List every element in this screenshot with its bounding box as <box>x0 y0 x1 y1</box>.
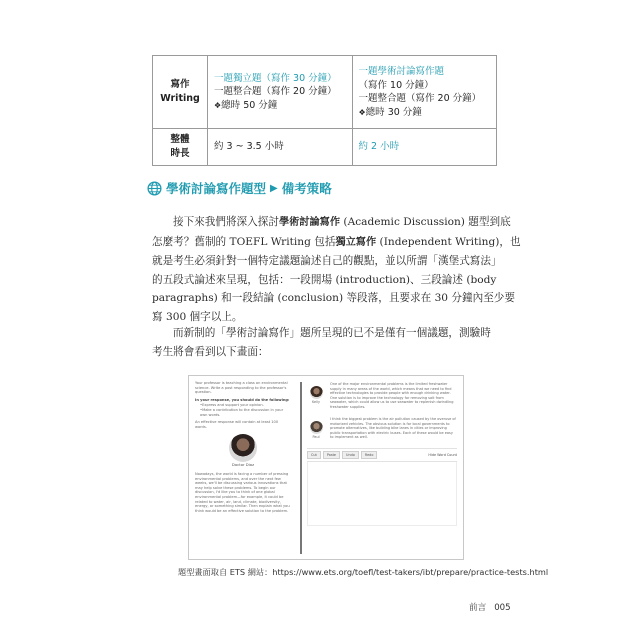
para1-line4: 的五段式論述來呈現，包括：一段開場 (introduction)、三段論述 (body <box>152 273 497 286</box>
globe-icon <box>147 181 162 196</box>
para1-line2 <box>152 233 521 253</box>
word-count-toggle[interactable]: Hide Word Count <box>428 452 457 457</box>
caption-prefix: 題型畫面取自 ETS 網站： <box>178 567 273 577</box>
discussion-task: 一題學術討論寫作題 <box>358 66 445 77</box>
old-duration: 約 3 ~ 3.5 小時 <box>208 129 353 166</box>
para2-line1: 而新制的「學術討論寫作」題所呈現的已不是僅有一個議題，測驗時 <box>173 327 491 339</box>
prompt-intro: Your professor is teaching a class on environmental science. Write a post responding to the professor's question. <box>195 381 288 395</box>
writing-row <box>153 56 497 129</box>
academic-discussion-term: 學術討論寫作 <box>278 217 341 228</box>
duration-row-header <box>153 129 208 166</box>
para2-line2: 考生將會看到以下畫面： <box>152 345 269 358</box>
independent-writing-term: 獨立寫作 <box>335 236 377 248</box>
discussion-panel <box>307 382 457 526</box>
student-avatar-block <box>307 417 325 440</box>
effective-response-note: An effective response will contain at least 100 words. <box>195 420 279 429</box>
caption-url: https://www.ets.org/toefl/test-takers/ibt/prepare/practice-tests.html <box>272 567 549 577</box>
para1-line1 <box>152 213 511 233</box>
student-name: Kelly <box>311 400 321 404</box>
redo-button[interactable]: Redo <box>361 451 378 460</box>
student-post <box>307 417 457 440</box>
avatar <box>310 386 323 399</box>
page-number: 005 <box>494 603 511 613</box>
panel-divider <box>300 382 302 554</box>
intro-paragraph <box>152 213 521 327</box>
student-post <box>307 382 457 409</box>
duration-label-1: 整體 <box>170 134 190 145</box>
old-total-time: ❖ 總時 50 分鐘 <box>214 99 346 113</box>
duration-label-2: 時長 <box>170 148 190 159</box>
independent-task: 一題獨立題（寫作 30 分鐘） <box>214 72 337 84</box>
new-duration: 約 2 小時 <box>352 129 497 166</box>
writing-label-zh: 寫作 <box>170 79 190 90</box>
new-format-cell <box>352 56 497 129</box>
instructions-list <box>200 403 291 417</box>
student-post-text: One of the major environmental problems is the limited freshwater supply in many areas of the world, which means that we need to find effective technologies to provide people with enough drinking water. One solution is to improve the technology for removing salt from seawater, which could allow us to use seawater to replenish dwindling freshwater supplies. <box>330 382 454 409</box>
section-title-main: 學術討論寫作題型 <box>166 181 267 196</box>
page-footer <box>469 601 511 613</box>
discussion-time: （寫作 10 分鐘） <box>358 79 434 91</box>
section-heading <box>147 178 332 198</box>
avatar <box>310 421 323 434</box>
integrated-task-new: 一題整合題（寫作 20 分鐘） <box>358 93 482 104</box>
writing-row-header <box>153 56 208 129</box>
new-total-time: ❖ 總時 30 分鐘 <box>359 106 491 120</box>
professor-avatar <box>229 434 257 462</box>
writing-label-en: Writing <box>160 93 200 104</box>
paste-button[interactable]: Paste <box>323 451 340 460</box>
para1-line3: 就是考生必須針對一個特定議題論述自己的觀點，並以所謂「漢堡式寫法」 <box>152 255 502 268</box>
second-paragraph <box>152 324 497 361</box>
para1-line6: 寫 300 個字以上。 <box>152 310 243 323</box>
cut-button[interactable]: Cut <box>307 451 321 460</box>
footer-section: 前言 <box>469 603 487 613</box>
instruction-item: • Make a contribution to the discussion in your own words. <box>200 408 291 417</box>
response-textarea[interactable] <box>307 462 457 526</box>
triangle-right-icon: ▶ <box>270 182 278 194</box>
prompt-panel <box>189 376 297 559</box>
instruction-item: • Express and support your opinion. <box>200 403 291 408</box>
para1-line2-text: 怎麼考？舊制的 TOEFL Writing 包括 <box>152 235 336 248</box>
test-screenshot <box>188 375 464 560</box>
professor-question: Nowadays, the world is facing a number of pressing environmental problems, and over the next few weeks, we'll be discussing various innovations that may help solve these problems. To begin our discussion, I'd like you to think of one global environmental problem—for example, it could be related to water, air, land, climate, biodiversity, energy, or something similar. Then explain what you think would be an effective solution to the problem. <box>195 471 290 513</box>
para1-line1-text: 接下來我們將深入探討 <box>173 216 279 228</box>
para1-line2-rest: (Independent Writing)，也 <box>376 235 521 248</box>
editor-toolbar <box>307 448 457 463</box>
duration-row <box>153 129 497 166</box>
integrated-task: 一題整合題（寫作 20 分鐘） <box>214 86 337 98</box>
student-name: Paul <box>312 435 320 439</box>
student-post-text: I think the biggest problem is the air pollution caused by the overuse of motorized vehicles. The obvious solution is for local governments to promote alternatives, like building bike lanes in cities or improving public transportation with electric buses. Each of these would be easy to implement as well. <box>330 417 456 439</box>
professor-name: Doctor Diaz <box>231 462 255 468</box>
instructions-title: In your response, you should do the following: <box>195 397 290 402</box>
old-format-cell <box>208 56 353 129</box>
comparison-table <box>152 55 497 166</box>
para1-line1-rest: (Academic Discussion) 題型到底 <box>340 216 511 228</box>
figure-caption <box>178 567 548 578</box>
undo-button[interactable]: Undo <box>342 451 359 460</box>
section-title-sub: 備考策略 <box>281 181 332 196</box>
para1-line5: paragraphs) 和一段結論 (conclusion) 等段落，且要求在 30 分鐘內至少要 <box>152 292 515 305</box>
student-avatar-block <box>307 382 325 409</box>
